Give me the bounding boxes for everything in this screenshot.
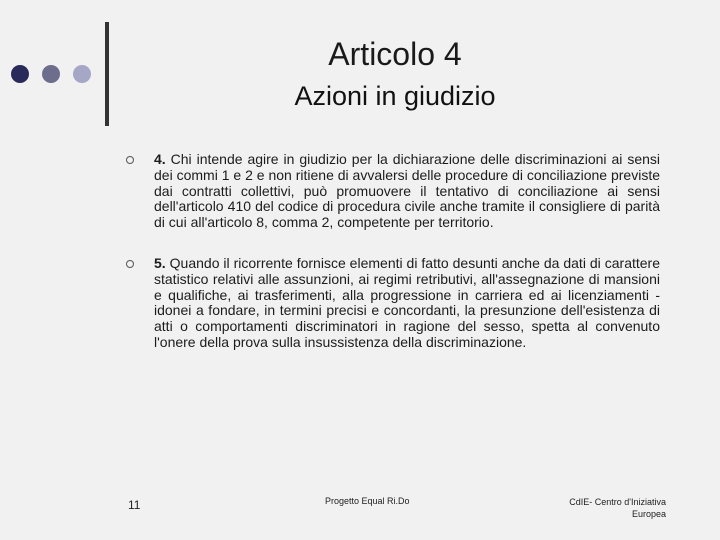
item-number: 5. [154, 254, 166, 271]
bullet-icon [126, 156, 134, 164]
slide-title: Articolo 4 [328, 36, 462, 72]
footer-organization [534, 496, 666, 520]
footer-org-line2: Europea [631, 509, 666, 519]
item-text: Chi intende agire in giudizio per la dichiarazione delle discriminazioni ai sensi dei commi 1 e 2 e non ritiene di avvalersi delle procedure di conciliazione previste dai contratti collettivi, può promuovere il tentativo di conciliazione ai sensi dell'articolo 410 del codice di procedura civile anche tramite il consigliere di parità di cui all'articolo 8, comma 2, competente per territorio. [154, 151, 661, 231]
footer-project: Progetto Equal Ri.Do [325, 496, 410, 506]
page-number: 11 [128, 498, 141, 512]
decor-dot-mid [42, 65, 60, 83]
list-item [126, 256, 660, 351]
slide-content [126, 152, 660, 351]
list-item [126, 152, 660, 231]
bullet-icon [126, 260, 134, 268]
vertical-divider [105, 22, 109, 126]
item-text: Quando il ricorrente fornisce elementi di fatto desunti anche da dati di carattere statistico relativi alle assunzioni, ai regimi retributivi, all'assegnazione di mansioni e qualifiche, ai trasferimenti, alla progressione in carriera ed ai licenziamenti - idonei a fondare, in termini precisi e concordanti, la presunzione dell'esistenza di atti o comportamenti discriminatori in ragione del sesso, spetta al convenuto l'onere della prova sulla insussistenza della discriminazione. [154, 254, 660, 350]
decor-dot-light [73, 65, 91, 83]
item-number: 4. [154, 151, 166, 167]
decor-dot-dark [11, 65, 29, 83]
footer-org-line1: CdIE- Centro d'Iniziativa [569, 497, 666, 507]
title-block [270, 34, 520, 112]
slide-subtitle: Azioni in giudizio [294, 81, 496, 111]
